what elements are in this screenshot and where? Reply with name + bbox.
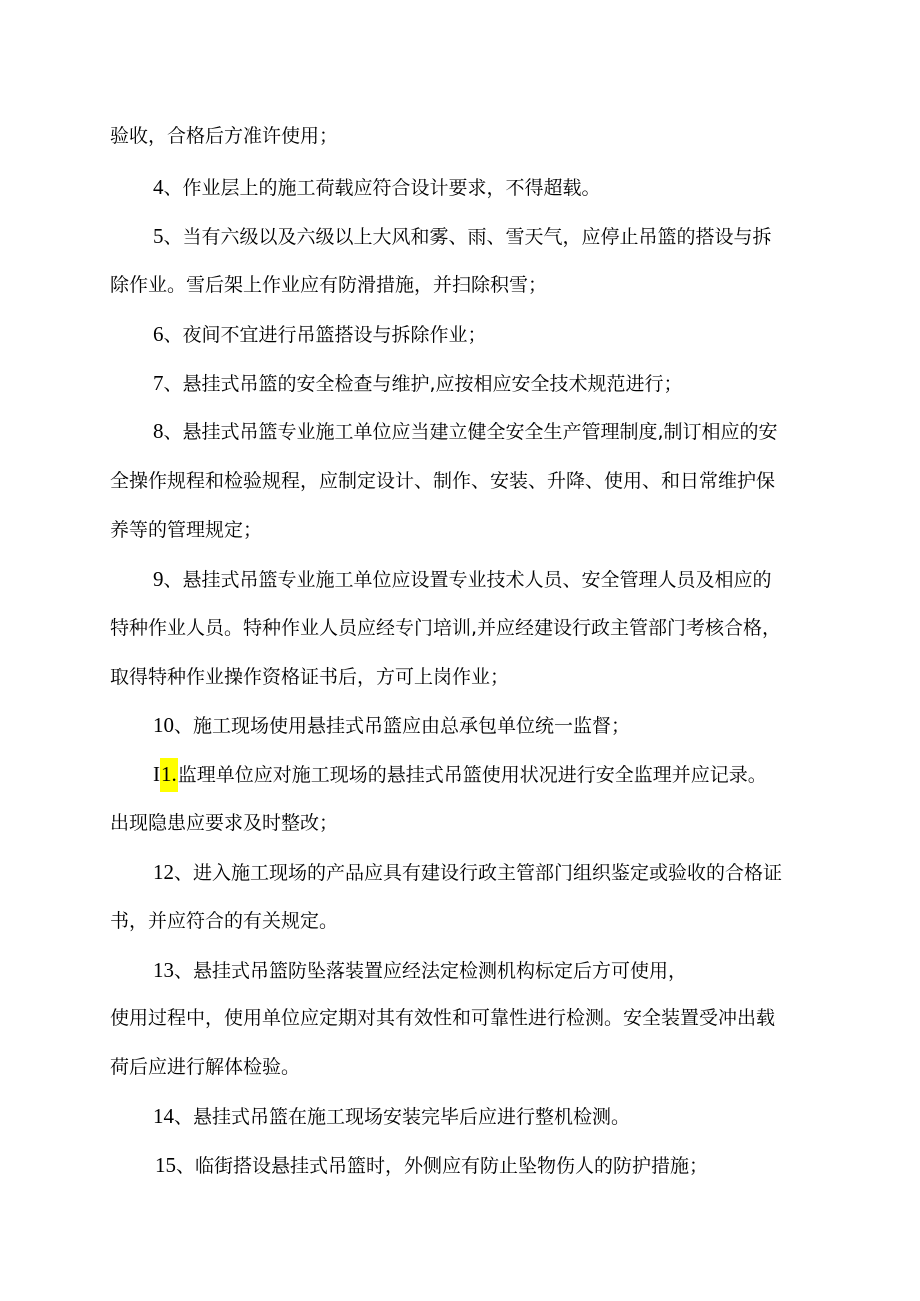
paragraph-line [110, 513, 810, 547]
item-number: 8 [153, 419, 164, 443]
paragraph-line [110, 660, 810, 694]
line-text: 、施工现场使用悬挂式吊篮应由总承包单位统一监督； [174, 715, 631, 737]
item-number: 12 [153, 860, 174, 884]
item-number: 5 [153, 224, 164, 248]
line-text: 、临街搭设悬挂式吊篮时，外侧应有防止坠物伤人的防护措施； [176, 1155, 709, 1177]
line-text: 、悬挂式吊篮防坠落装置应经法定检测机构标定后方可使用， [174, 960, 688, 982]
paragraph-item-8 [153, 414, 853, 448]
item-number: 14 [153, 1104, 174, 1128]
line-text: 、悬挂式吊篮专业施工单位应当建立健全安全生产管理制度,制订相应的安 [163, 421, 778, 443]
paragraph-item-4 [153, 170, 853, 204]
item-number: 7 [153, 371, 164, 395]
paragraph-item-12 [153, 855, 853, 889]
line-text: 、夜间不宜进行吊篮搭设与拆除作业； [163, 324, 487, 346]
line-text: 、悬挂式吊篮专业施工单位应设置专业技术人员、安全管理人员及相应的 [163, 569, 772, 591]
line-text: 使用过程中，使用单位应定期对其有效性和可靠性进行检测。安全装置受冲出载 [110, 1007, 776, 1029]
item-number: 10 [153, 713, 174, 737]
line-text: 、悬挂式吊篮的安全检查与维护,应按相应安全技术规范进行； [163, 373, 683, 395]
line-text: 取得特种作业操作资格证书后，方可上岗作业； [110, 666, 510, 688]
paragraph-item-14 [153, 1099, 853, 1133]
line-text: 、悬挂式吊篮在施工现场安装完毕后应进行整机检测。 [174, 1106, 631, 1128]
paragraph-item-9 [153, 562, 853, 596]
highlighted-number: 1. [160, 758, 178, 792]
paragraph-item-10 [153, 708, 853, 742]
item-number: 9 [153, 567, 164, 591]
paragraph-item-15 [155, 1148, 855, 1182]
paragraph-line [110, 806, 810, 840]
paragraph-item-5 [153, 219, 853, 253]
paragraph-item-11 [153, 757, 853, 791]
line-text: 、进入施工现场的产品应具有建设行政主管部门组织鉴定或验收的合格证 [174, 862, 783, 884]
paragraph-line [110, 611, 810, 645]
item-number: 15 [155, 1153, 176, 1177]
line-text: 荷后应进行解体检验。 [110, 1056, 301, 1078]
line-text: 除作业。雪后架上作业应有防滑措施，并扫除积雪； [110, 274, 548, 296]
paragraph-line [110, 119, 810, 153]
paragraph-line [110, 1001, 810, 1035]
line-text: 书，并应符合的有关规定。 [110, 910, 339, 932]
paragraph-line [110, 904, 810, 938]
paragraph-line [110, 1050, 810, 1084]
line-text: 出现隐患应要求及时整改； [110, 812, 339, 834]
line-text: 特种作业人员。特种作业人员应经专门培训,并应经建设行政主管部门考核合格， [110, 617, 782, 639]
line-text: 养等的管理规定； [110, 519, 263, 541]
item-number: 4 [153, 175, 164, 199]
paragraph-line [110, 464, 810, 498]
paragraph-item-7 [153, 366, 853, 400]
line-text: 验收，合格后方准许使用； [110, 125, 339, 147]
paragraph-item-6 [153, 317, 853, 351]
item-number: 13 [153, 958, 174, 982]
paragraph-item-13 [153, 953, 853, 987]
item-number: 6 [153, 322, 164, 346]
line-text: 、当有六级以及六级以上大风和雾、雨、雪天气，应停止吊篮的搭设与拆 [163, 226, 772, 248]
paragraph-line [110, 268, 810, 302]
line-text: 、作业层上的施工荷载应符合设计要求，不得超载。 [163, 177, 601, 199]
line-text: 全操作规程和检验规程，应制定设计、制作、安装、升降、使用、和日常维护保 [110, 470, 776, 492]
line-text: 监理单位应对施工现场的悬挂式吊篮使用状况进行安全监理并应记录。 [177, 764, 767, 786]
item-number-lead: I [153, 762, 160, 786]
